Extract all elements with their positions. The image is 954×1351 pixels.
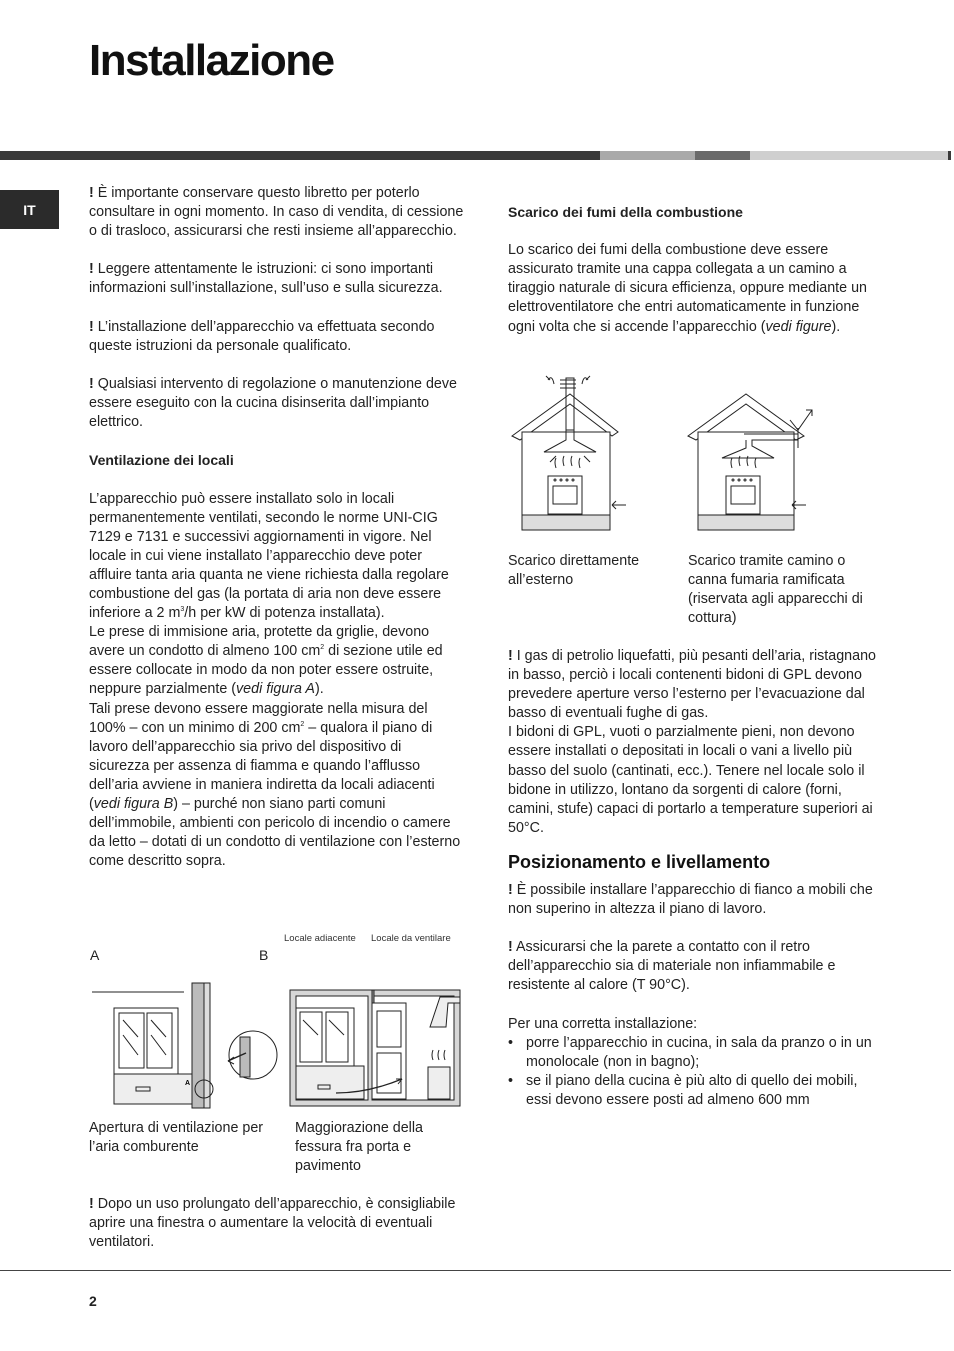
label-room-to-ventilate: Locale da ventilare [371,933,451,944]
lpg-paragraph-2: I bidoni di GPL, vuoti o parzialmente pieni, non devono essere installati o depositati in locali o vani a livello più basso del suolo (cantinati, ecc.). Tenere nel locale solo il bidone in utilizzo, lontano da sorgenti di calore (forni, camini, stufe) capaci di portarlo a temperature superiori ai 50°C. [508,724,873,836]
warning-mark: ! [89,375,94,392]
warning-mark: ! [89,185,94,201]
note-text: Leggere attentamente le istruzioni: ci sono importanti informazioni sull’installazione, sull’uso e sulla sicurezza. [89,261,443,297]
language-tab: IT [0,190,59,229]
ventilation-paragraph-3: Tali prese devono essere maggiorate nella misura del 100% – con un minimo di 200 $cm^2$ – qualora il piano di lavoro dell’apparecchio sia privo del dispositivo di sicurezza per assenza di fiamma e quando l’afflusso dell’aria avviene in maniera indiretta da locali adiacenti (vedi figura B) – purché non siano parti comuni dell’immobile, ambienti con pericolo di incendio o camere da letto – dotati di un condotto di ventilazione con l’esterno come descritto sopra. [89,700,461,870]
positioning-note-1: ! È possibile installare l’apparecchio di fianco a mobili che non superino in altezza il piano di lavoro. [508,881,873,918]
figure-a-ventilation-opening [88,975,278,1110]
label-adjacent-room: Locale adiacente [284,933,356,944]
positioning-heading: Posizionamento e livellamento [508,851,771,872]
ventilation-heading: Ventilazione dei locali [89,452,234,469]
figure-b-door-gap [288,975,463,1110]
figure-b-label: B [259,947,269,963]
right-column-top [508,203,884,337]
footer-divider [0,1270,951,1271]
note-text: Dopo un uso prolungato dell’apparecchio, è consigliabile aprire una finestra o aumentare la velocità di eventuali ventilatori. [89,1196,456,1251]
note-read-instructions [89,260,465,298]
figure-exhaust-chimney [686,370,826,540]
note-text: Qualsiasi intervento di regolazione o manutenzione deve essere eseguito con la cucina disinserita dall’impianto elettrico. [89,375,457,431]
positioning-intro: Per una corretta installazione: [508,1015,698,1032]
header-bar-mid [600,151,695,160]
caption-exhaust-direct: Scarico direttamente all’esterno [508,553,640,589]
note-text: È importante conservare questo libretto per poterlo consultare in ogni momento. In caso di vendita, di cessione o di trasloco, assicurarsi che resti insieme all’apparecchio. [89,185,464,240]
header-bar-end [948,151,951,160]
figure-a-label: A [90,947,100,963]
warning-mark: ! [89,261,94,278]
figure-exhaust-direct [508,370,628,540]
caption-figure-b: Maggiorazione della fessura fra porta e pavimento [295,1120,423,1175]
caption-figure-a: Apertura di ventilazione per l’aria comburente [89,1120,264,1156]
page-title: Installazione [89,36,334,85]
figure-a-small-label: A [185,1080,191,1087]
header-bar-dark [0,151,600,160]
fumes-paragraph: Lo scarico dei fumi della combustione deve essere assicurato tramite una cappa collegata a un camino a tiraggio naturale di sicura efficienza, oppure mediante un elettroventilatore che entri automaticamente in funzione ogni volta che si accende l’apparecchio (vedi figure). [508,242,867,335]
note-qualified-installer [89,318,465,356]
ventilation-paragraph-2: Le prese di immisione aria, protette da griglie, devono avere un condotto di almeno 100 $cm^2$ di sezione utile ed essere collocate in modo da non poter essere ostruite, neppure parzialmente (vedi figura A). [89,624,443,698]
list-item: • se il piano della cucina è più alto di quello dei mobili, essi devono essere posti ad almeno 600 mm [508,1072,884,1110]
note-prolonged-use [89,1195,465,1252]
note-text: L’installazione dell’apparecchio va effettuata secondo queste istruzioni da personale qualificato. [89,318,435,354]
warning-mark: ! [89,318,94,335]
note-disconnect [89,375,465,432]
ventilation-paragraph-1: L’apparecchio può essere installato solo in locali permanentemente ventilati, secondo le norme UNI-CIG 7129 e 7131 e successivi aggiornamenti in vigore. Nel locale in cui viene installato l’apparecchio deve poter affluire tanta aria quanta ne viene richiesta dalla regolare combustione del gas (la portata di aria non deve essere inferiore a 2 $m^3/h$ per kW di potenza installata). [89,490,449,622]
list-item: • porre l’apparecchio in cucina, in sala da pranzo o in un monolocale (non in bagno); [508,1034,884,1072]
fumes-heading: Scarico dei fumi della combustione [508,204,743,220]
right-column-bottom [508,647,884,1110]
lpg-paragraph-1: ! I gas di petrolio liquefatti, più pesanti dell’aria, ristagnano in basso, perciò i locali contenenti bidoni di GPL devono prevedere aperture verso l’esterno per l’evacuazione dal basso di eventuali fughe di gas. [508,648,876,722]
warning-mark: ! [508,939,513,956]
warning-mark: ! [508,881,513,898]
header-bar-light [750,151,948,160]
header-bar-darkgrey [695,151,750,160]
page-number: 2 [89,1293,97,1309]
warning-mark: ! [508,648,513,664]
caption-exhaust-chimney: Scarico tramite camino o canna fumaria ramificata (riservata agli apparecchi di cottura) [688,553,863,627]
note-keep-manual [89,184,465,241]
warning-mark: ! [89,1196,94,1212]
positioning-list [508,1034,884,1110]
positioning-note-2: ! Assicurarsi che la parete a contatto con il retro dell’apparecchio sia di materiale non infiammabile e resistente al calore (T 90°C). [508,939,836,994]
left-column [89,184,465,871]
